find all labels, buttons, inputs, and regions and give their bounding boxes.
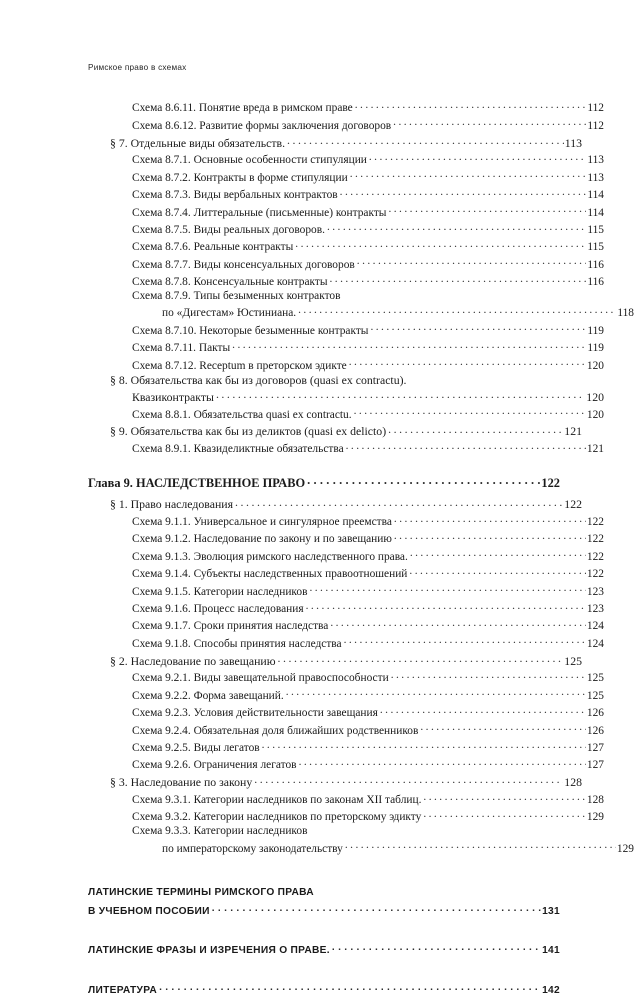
toc-entry-row[interactable] — [88, 687, 604, 702]
toc-entry-row[interactable] — [88, 274, 604, 289]
toc-entry-row[interactable] — [88, 566, 604, 581]
dot-leader — [340, 187, 587, 198]
toc-page-number: 125 — [586, 672, 604, 685]
toc-entry-label: Схема 9.2.2. Форма завещаний. — [132, 689, 284, 702]
toc-page-number: 126 — [586, 724, 604, 737]
dot-leader — [262, 740, 586, 751]
toc-entry-row[interactable] — [88, 618, 604, 633]
toc-page-number: 124 — [586, 637, 604, 650]
toc-entry-label: § 1. Право наследования — [110, 497, 233, 512]
toc-entry-row[interactable] — [88, 357, 604, 372]
toc-entry-label: Схема 9.1.8. Способы принятия наследства — [132, 637, 342, 650]
toc-entry-label: Схема 8.7.8. Консенсуальные контракты — [132, 276, 328, 289]
toc-entry-row[interactable] — [88, 548, 604, 563]
spacer — [88, 458, 560, 465]
toc-entry-row[interactable] — [88, 740, 604, 755]
toc-entry-row[interactable] — [88, 441, 604, 456]
toc-entry-label: § 3. Наследование по закону — [110, 775, 253, 790]
dot-leader — [420, 722, 586, 733]
toc-entry-row[interactable] — [88, 722, 604, 737]
toc-page-number: 126 — [586, 707, 604, 720]
toc-page-number: 122 — [586, 568, 604, 581]
toc-entry-row[interactable] — [88, 187, 604, 202]
toc-entry-label: Схема 9.1.2. Наследование по закону и по завещанию — [132, 533, 392, 546]
dot-leader — [423, 792, 585, 803]
toc-entry-label: Схема 9.2.3. Условия действительности завещания — [132, 707, 378, 720]
dot-leader — [409, 566, 586, 577]
toc-page-number: 116 — [587, 276, 604, 289]
toc-entry-label: по «Дигестам» Юстиниана. — [162, 307, 297, 320]
toc-entry-label: Схема 8.7.7. Виды консенсуальных договоров — [132, 258, 355, 271]
dot-leader — [330, 618, 586, 629]
dot-leader — [212, 904, 541, 914]
toc-entry-label: Схема 9.2.6. Ограничения легатов — [132, 759, 297, 772]
toc-entry-row[interactable] — [88, 305, 634, 320]
toc-entry-row[interactable] — [88, 100, 604, 115]
toc-entry-row[interactable] — [88, 757, 604, 772]
toc-entry-row[interactable] — [88, 601, 604, 616]
dot-leader — [298, 305, 616, 316]
dot-leader — [235, 497, 563, 509]
dot-leader — [350, 169, 587, 180]
toc-page-number: 121 — [586, 443, 604, 456]
dot-leader — [355, 100, 587, 111]
toc-entry-row[interactable] — [88, 117, 604, 132]
toc-chapter-row[interactable] — [88, 474, 560, 489]
toc-page-number: 121 — [564, 424, 582, 439]
toc-entry-label: Схема 9.3.1. Категории наследников по законам XII таблиц. — [132, 793, 422, 806]
toc-entry-row[interactable] — [88, 635, 604, 650]
toc-entry-row[interactable] — [88, 406, 604, 421]
toc-page-number: 129 — [586, 811, 604, 824]
toc-entry-label: Схема 9.2.1. Виды завещательной правоспособности — [132, 672, 389, 685]
toc-entry-label: по императорскому законодательству — [162, 842, 343, 855]
dot-leader — [345, 840, 616, 851]
toc-entry-row[interactable] — [88, 514, 604, 529]
toc-entry-label: Квазиконтракты — [132, 389, 214, 404]
toc-entry-row[interactable] — [88, 705, 604, 720]
toc-entry-row[interactable] — [88, 340, 604, 355]
toc-page-number: 129 — [616, 842, 634, 855]
back-matter-page-number: 142 — [542, 984, 560, 996]
toc-entry-row[interactable] — [88, 239, 604, 254]
dot-leader — [332, 943, 541, 953]
toc-entry-row[interactable] — [88, 372, 560, 387]
toc-entry-label: Схема 8.7.1. Основные особенности стипуляции — [132, 154, 367, 167]
toc-entry-label: Схема 9.2.4. Обязательная доля ближайших родственников — [132, 724, 419, 737]
toc-page-number: 115 — [587, 223, 604, 236]
dot-leader — [394, 514, 586, 525]
toc-page-number: 122 — [541, 475, 560, 490]
dot-leader — [344, 635, 586, 646]
toc-entry-row[interactable] — [88, 222, 604, 237]
toc-entry-label: Схема 9.3.2. Категории наследников по преторскому эдикту — [132, 811, 422, 824]
toc-page-number: 113 — [587, 154, 604, 167]
toc-entry-label: Схема 8.7.12. Receptum в преторском эдикте — [132, 359, 347, 372]
toc-entry-row[interactable] — [88, 169, 604, 184]
toc-entry-label: Схема 8.7.10. Некоторые безыменные контракты — [132, 324, 369, 337]
toc-page-number: 118 — [617, 307, 634, 320]
toc-entry-row[interactable] — [88, 653, 582, 668]
toc-entry-row[interactable] — [88, 389, 604, 404]
running-head: Римское право в схемах — [88, 63, 187, 72]
dot-leader — [327, 222, 586, 233]
toc-entry-label: § 8. Обязательства как бы из договоров (quasi ex contractu). — [110, 372, 407, 387]
toc-entry-label: Глава 9. НАСЛЕДСТВЕННОЕ ПРАВО — [88, 475, 306, 490]
toc-entry-row[interactable] — [88, 322, 604, 337]
toc-entry-label: Схема 9.2.5. Виды легатов — [132, 741, 260, 754]
toc-page-number: 120 — [586, 389, 604, 404]
dot-leader — [346, 441, 586, 452]
toc-page-number: 122 — [586, 550, 604, 563]
toc-page-number: 127 — [586, 741, 604, 754]
dot-leader — [354, 406, 586, 417]
toc-entry-label: Схема 8.6.12. Развитие формы заключения договоров — [132, 119, 392, 132]
dot-leader — [423, 809, 586, 820]
toc-page-number: 123 — [586, 585, 604, 598]
dot-leader — [159, 983, 541, 993]
dot-leader — [370, 322, 586, 333]
dot-leader — [349, 357, 586, 368]
toc-entry-label: Схема 9.1.6. Процесс наследования — [132, 603, 304, 616]
toc-page-number: 114 — [587, 189, 604, 202]
toc-entry-row[interactable] — [88, 583, 604, 598]
toc-entry-label: Схема 9.1.5. Категории наследников — [132, 585, 308, 598]
back-matter-label: ЛИТЕРАТУРА — [88, 984, 158, 996]
toc-page-number: 123 — [586, 603, 604, 616]
dot-leader — [410, 548, 586, 559]
toc-page-number: 127 — [586, 759, 604, 772]
dot-leader — [295, 239, 586, 250]
toc-page-number: 122 — [564, 497, 582, 512]
toc-entry-label: Схема 9.1.1. Универсальное и сингулярное преемства — [132, 516, 392, 529]
dot-leader — [216, 389, 585, 401]
dot-leader — [287, 135, 564, 147]
back-matter-list — [88, 858, 560, 996]
toc-entry-row[interactable] — [88, 291, 560, 302]
back-matter-row[interactable] — [88, 904, 560, 917]
toc-entry-row[interactable] — [88, 840, 634, 855]
toc-entry-row[interactable] — [88, 774, 582, 789]
toc-entry-label: Схема 9.1.7. Сроки принятия наследства — [132, 620, 329, 633]
toc-page-number: 124 — [586, 620, 604, 633]
toc-entry-label: § 7. Отдельные виды обязательств. — [110, 135, 286, 150]
toc-entry-row[interactable] — [88, 792, 604, 807]
back-matter-row[interactable] — [88, 983, 560, 996]
dot-leader — [357, 256, 587, 267]
back-matter-page-number: 131 — [542, 906, 560, 918]
dot-leader — [388, 424, 563, 436]
toc-entry-label: Схема 8.7.6. Реальные контракты — [132, 241, 294, 254]
toc-page-number: 119 — [587, 342, 604, 355]
toc-entry-row[interactable] — [88, 424, 582, 439]
toc-page-number: 115 — [587, 241, 604, 254]
back-matter-label: В УЧЕБНОМ ПОСОБИИ — [88, 906, 210, 918]
toc-entry-label: Схема 9.1.3. Эволюция римского наследственного права. — [132, 550, 408, 563]
toc-entry-label: Схема 8.9.1. Квазиделиктные обязательства — [132, 443, 344, 456]
toc-entry-label: Схема 8.7.9. Типы безыменных контрактов — [132, 290, 341, 303]
dot-leader — [380, 705, 586, 716]
toc-entry-label: Схема 8.7.5. Виды реальных договоров. — [132, 223, 325, 236]
dot-leader — [369, 152, 586, 163]
back-matter-title-line[interactable]: ЛАТИНСКИЕ ТЕРМИНЫ РИМСКОГО ПРАВА — [88, 886, 314, 898]
dot-leader — [254, 774, 563, 786]
dot-leader — [391, 670, 586, 681]
toc-page-number: 122 — [586, 533, 604, 546]
back-matter-label: ЛАТИНСКИЕ ФРАЗЫ И ИЗРЕЧЕНИЯ О ПРАВЕ. — [88, 945, 330, 957]
toc-entry-label: Схема 8.7.4. Литтеральные (письменные) контракты — [132, 206, 387, 219]
toc-page-number: 120 — [586, 408, 604, 421]
toc-page-number: 122 — [586, 516, 604, 529]
toc-entry-label: Схема 8.6.11. Понятие вреда в римском праве — [132, 102, 353, 115]
toc-entry-row[interactable] — [88, 497, 582, 512]
dot-leader — [232, 340, 586, 351]
dot-leader — [299, 757, 586, 768]
dot-leader — [307, 474, 540, 486]
toc-entry-row[interactable] — [88, 670, 604, 685]
toc-entry-label: Схема 8.7.3. Виды вербальных контрактов — [132, 189, 338, 202]
toc-entry-label: § 2. Наследование по завещанию — [110, 653, 276, 668]
dot-leader — [286, 687, 586, 698]
back-matter-page-number: 141 — [542, 945, 560, 957]
toc-entry-row[interactable] — [88, 531, 604, 546]
toc-entry-label: Схема 8.8.1. Обязательства quasi ex contractu. — [132, 408, 352, 421]
table-of-contents — [88, 100, 634, 996]
spacer — [88, 957, 560, 983]
dot-leader — [388, 204, 586, 215]
toc-entry-label: § 9. Обязательства как бы из деликтов (quasi ex delicto) — [110, 424, 387, 439]
toc-entry-row[interactable] — [88, 204, 604, 219]
spacer — [88, 858, 560, 888]
dot-leader — [394, 531, 586, 542]
toc-entry-row[interactable] — [88, 256, 604, 271]
dot-leader — [309, 583, 585, 594]
dot-leader — [330, 274, 587, 285]
toc-page-number: 128 — [564, 775, 582, 790]
toc-page-number: 125 — [586, 689, 604, 702]
toc-entry-row[interactable] — [88, 826, 560, 837]
toc-entry-label: Схема 9.1.4. Субъекты наследственных правоотношений — [132, 568, 408, 581]
toc-entry-list — [88, 100, 634, 855]
dot-leader — [306, 601, 586, 612]
toc-entry-label: Схема 8.7.2. Контракты в форме стипуляции — [132, 171, 348, 184]
toc-page-number: 128 — [586, 793, 604, 806]
toc-page-number: 113 — [587, 171, 604, 184]
toc-entry-row[interactable] — [88, 152, 604, 167]
toc-page-number: 114 — [587, 206, 604, 219]
toc-page-number: 119 — [587, 324, 604, 337]
toc-entry-label: Схема 9.3.3. Категории наследников — [132, 825, 308, 838]
toc-page-number: 120 — [586, 359, 604, 372]
toc-page-number: 112 — [587, 119, 604, 132]
toc-page-number: 113 — [564, 135, 582, 150]
dot-leader — [393, 117, 586, 128]
back-matter-row[interactable] — [88, 943, 560, 956]
toc-page-number: 125 — [564, 653, 582, 668]
toc-entry-row[interactable] — [88, 135, 582, 150]
toc-page-number: 116 — [587, 258, 604, 271]
toc-page-number: 112 — [587, 102, 604, 115]
toc-entry-label: Схема 8.7.11. Пакты — [132, 342, 231, 355]
spacer — [88, 917, 560, 943]
toc-entry-row[interactable] — [88, 809, 604, 824]
dot-leader — [278, 653, 564, 665]
